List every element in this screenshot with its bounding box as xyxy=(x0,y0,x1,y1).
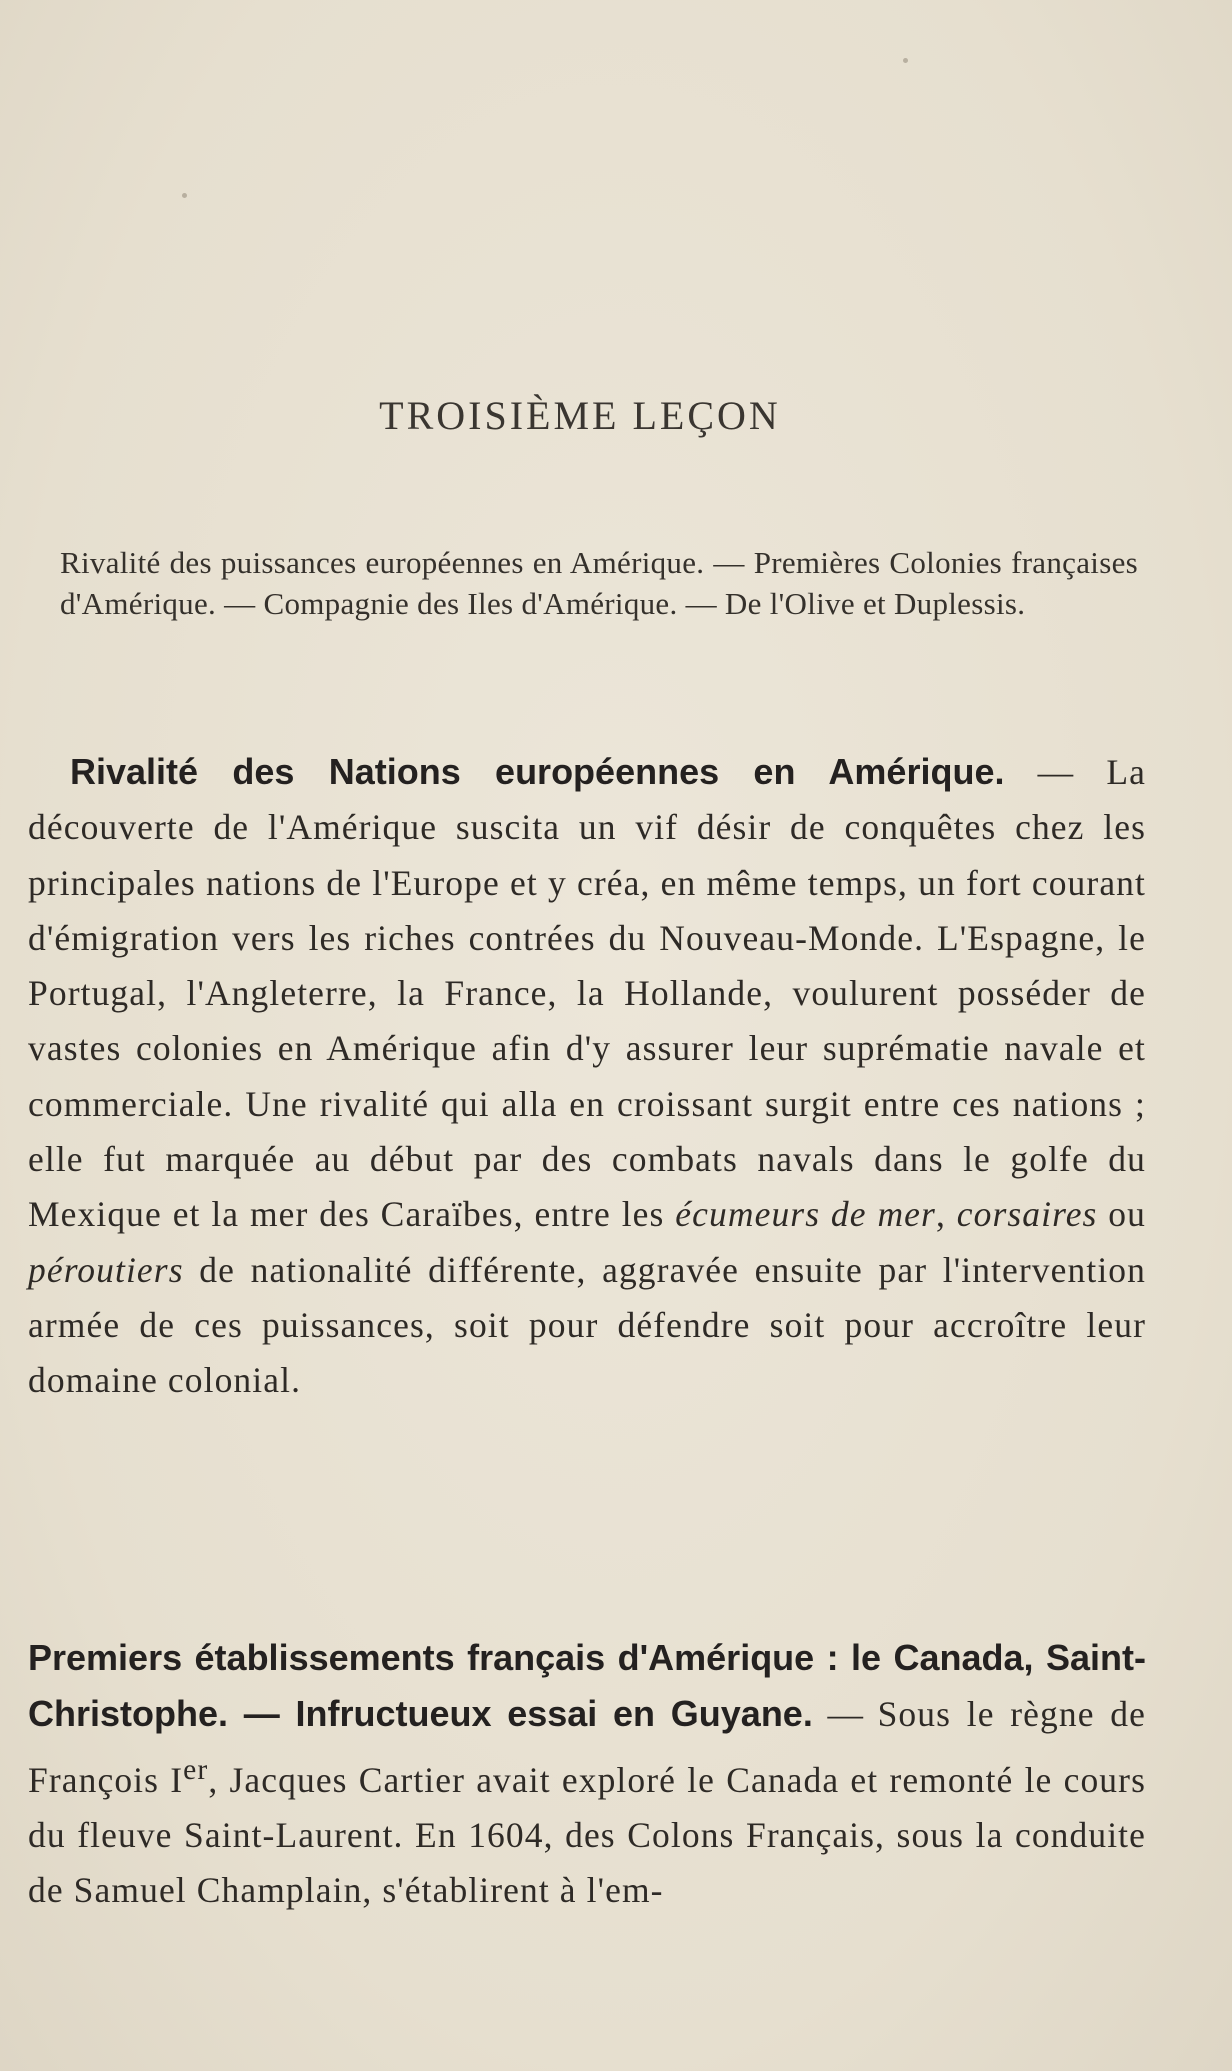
separator: , xyxy=(935,1194,957,1235)
section-heading: Premiers établissements français d'Amérique : le Canada, Saint-Christophe. — Infructueux essai en Guyane. xyxy=(28,1637,1146,1735)
paper-speck xyxy=(182,193,187,198)
em-dash: — xyxy=(1004,752,1107,792)
section-text: de nationalité différente, aggravée ensuite par l'intervention armée de ces puissances, soit pour défendre soit pour accroître leur domaine colonial. xyxy=(28,1249,1146,1401)
italic-term: péroutiers xyxy=(28,1249,184,1290)
paper-speck xyxy=(903,58,908,63)
section-text: La découverte de l'Amérique suscita un vif désir de conquêtes chez les principales nations de l'Europe et y créa, en même temps, un fort courant d'émigration vers les riches contrées du Nouveau-Monde. L'Espagne, le Portugal, l'Angleterre, la France, la Hollande, voulurent posséder de vastes colonies en Amérique afin d'y assurer leur suprématie navale et commerciale. Une rivalité qui alla en croissant surgit entre ces nations ; elle fut marquée au début par des combats navals dans le golfe du Mexique et la mer des Caraïbes, entre les xyxy=(28,752,1146,1235)
lesson-title: TROISIÈME LEÇON xyxy=(379,393,781,438)
section-text: Sous le règne de François I xyxy=(28,1694,1147,1800)
em-dash: — xyxy=(812,1694,878,1735)
lesson-summary: Rivalité des puissances européennes en Amérique. — Premières Colonies françaises d'Amérique. — Compagnie des Iles d'Amérique. — De l'Olive et Duplessis. xyxy=(60,545,1138,621)
section-heading: Rivalité des Nations européennes en Amérique. xyxy=(70,751,1005,792)
separator: ou xyxy=(1097,1194,1146,1235)
section-rivalite xyxy=(28,744,1146,1409)
section-text: , Jacques Cartier avait exploré le Canada et remonté le cours du fleuve Saint-Laurent. En 1604, des Colons Français, sous la conduite de Samuel Champlain, s'établirent à l'em- xyxy=(28,1759,1146,1911)
section-premiers-etablissements xyxy=(28,1630,1146,1918)
italic-term: écumeurs de mer xyxy=(675,1194,936,1235)
italic-term: corsaires xyxy=(956,1194,1098,1235)
superscript-ordinal: er xyxy=(183,1753,209,1786)
